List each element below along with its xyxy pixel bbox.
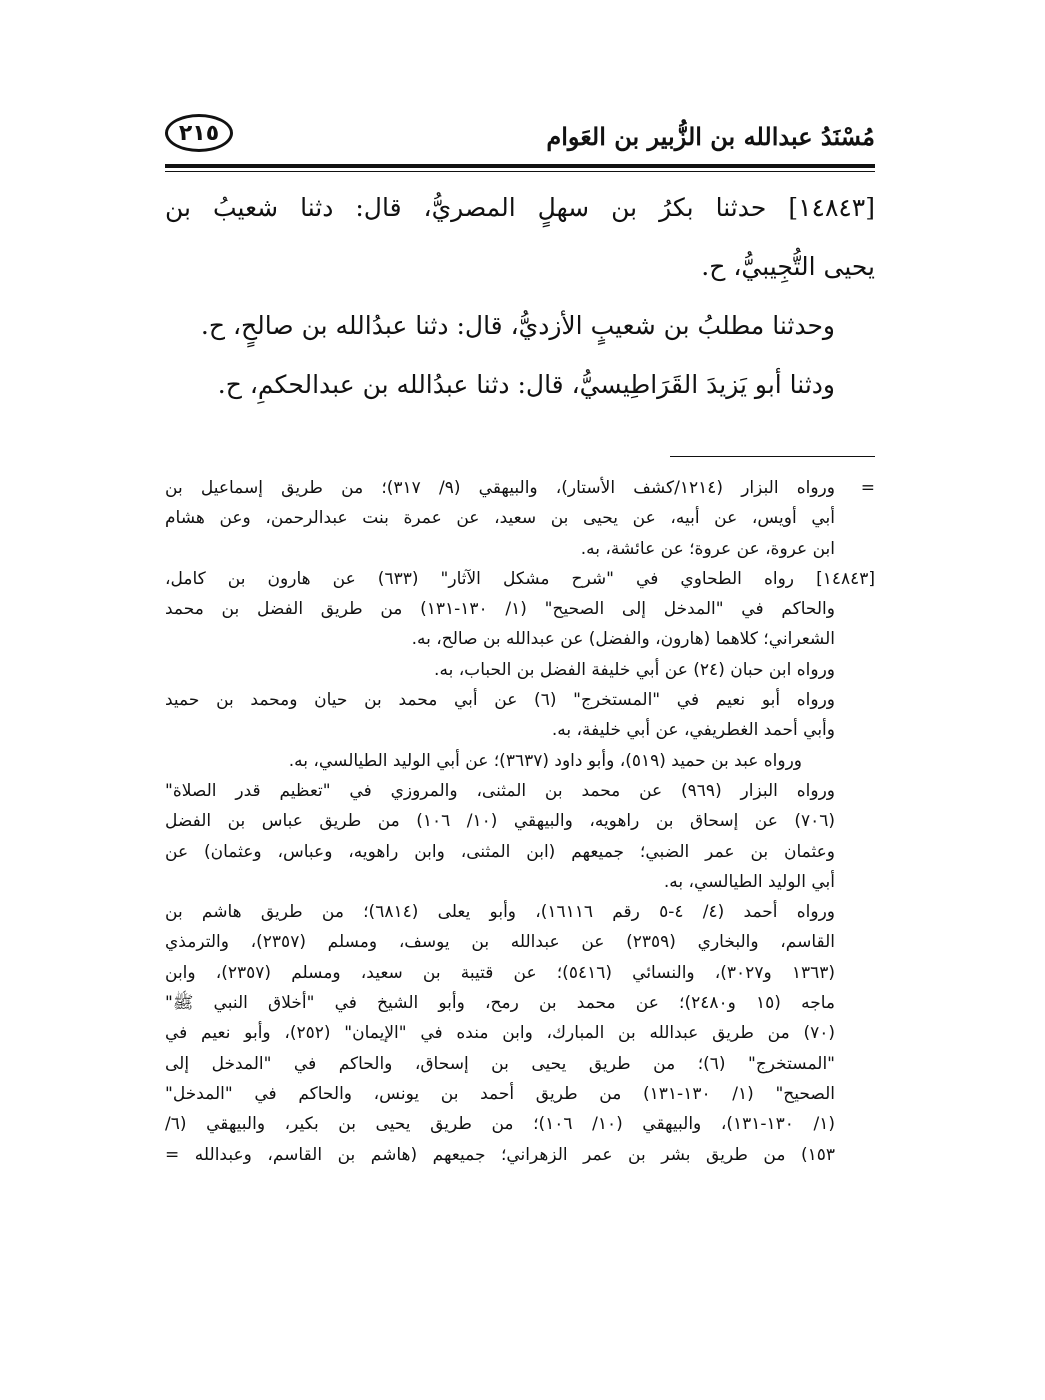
footnote-line: ورواه أحمد (٤/ ٤-٥ رقم ١٦١١٦)، وأبو يعلى (٦٨١٤)؛ من طريق هاشم بن <box>165 902 835 923</box>
footnote-line: القاسم، والبخاري (٢٣٥٩) عن عبدالله بن يوسف، ومسلم (٢٣٥٧)، والترمذي <box>165 932 835 953</box>
main-text-line: ودثنا أبو يَزيدَ القَرَاطِيسيُّ، قال: دثنا عبدُالله بن عبدالحكمِ، ح. <box>217 370 835 399</box>
footnote-line: أبي الوليد الطيالسي، به. <box>663 871 835 892</box>
footnote-line: وأبي أحمد الغطريفي، عن أبي خليفة، به. <box>551 720 835 741</box>
footnote-line: (١/ ١٣٠-١٣١)، والبيهقي (١٠/ ١٠٦)؛ من طريق يحيى بن بكير، والبيهقي (٦/ <box>165 1114 835 1135</box>
footnote-line: ورواه أبو نعيم في "المستخرج" (٦) عن أبي محمد بن حيان ومحمد بن حميد <box>165 690 836 711</box>
footnote-line: الشعراني؛ كلاهما (هارون، والفضل) عن عبدالله بن صالح، به. <box>411 629 835 650</box>
footnote-line: ورواه ابن حبان (٢٤) عن أبي خليفة الفضل بن الحباب، به. <box>434 659 835 680</box>
header-title: مُسْنَدُ عبدالله بن الزُّبير بن العَوام <box>546 122 875 151</box>
footnote-line <box>165 473 875 503</box>
footnote-line: (٧٠) من طريق عبدالله بن المبارك، وابن منده في "الإيمان" (٢٥٢)، وأبو نعيم في <box>165 1023 835 1044</box>
footnote-line: "المستخرج" (٦)؛ من طريق يحيى بن إسحاق، والحاكم في "المدخل إلى <box>165 1053 835 1074</box>
header-rule-thick <box>165 164 875 168</box>
main-text-line: وحدثنا مطلبُ بن شعيبٍ الأزديُّ، قال: دثنا عبدُالله بن صالحٍ، ح. <box>200 311 835 340</box>
footnote-line: ماجه (١٥ و٢٤٨٠)؛ عن محمد بن رمح، وأبو الشيخ في "أخلاق النبي ﷺ" <box>165 993 835 1014</box>
page-number-badge: ٢١٥ <box>165 114 233 152</box>
footnote-line: [١٤٨٤٣] رواه الطحاوي في "شرح مشكل الآثار" (٦٣٣) عن هارون بن كامل، <box>165 568 876 589</box>
footnote-line-text: ورواه البزار (١٢١٤/كشف الأستار)، والبيهقي (٩/ ٣١٧)؛ من طريق إسماعيل بن <box>165 478 835 498</box>
footnote-line: وعثمان بن عمر الضبي؛ جميعهم (ابن المثنى، وابن راهويه، وعباس، وعثمان) عن <box>165 841 835 862</box>
main-text-line: يحيى التُّجِيبيُّ، ح. <box>701 252 875 281</box>
footnote-line: ١٥٣) من طريق بشر بن عمر الزهراني؛ جميعهم (هاشم بن القاسم، وعبدالله = <box>165 1144 835 1165</box>
footnote-line: أبي أويس، عن أبيه، عن يحيى بن سعيد، عن عمرة بنت عبدالرحمن، وعن هشام <box>165 508 835 529</box>
header-rule-thin <box>165 171 875 172</box>
footnote-line: (٧٠٦) عن إسحاق بن راهويه، والبيهقي (١٠/ ١٠٦) من طريق عباس بن الفضل <box>165 811 836 832</box>
main-text <box>165 178 875 414</box>
footnote-line: (١٣٦٣ و٣٠٢٧)، والنسائي (٥٤١٦)؛ عن قتيبة بن سعيد، ومسلم (٢٣٥٧)، وابن <box>165 962 835 983</box>
running-header <box>165 112 875 164</box>
footnote-line: والحاكم في "المدخل إلى الصحيح" (١/ ١٣٠-١٣١) من طريق الفضل بن محمد <box>165 599 835 620</box>
footnote-separator <box>670 456 875 457</box>
footnote-line: ابن عروة، عن عروة؛ عن عائشة، به. <box>580 538 835 559</box>
footnote-line: ورواه عبد بن حميد (٥١٩)، وأبو داود (٣٦٣٧)؛ عن أبي الوليد الطيالسي، به. <box>288 750 802 771</box>
footnote-line: ورواه البزار (٩٦٩) عن محمد بن المثنى، والمروزي في "تعظيم قدر الصلاة" <box>165 780 835 801</box>
main-text-line: [١٤٨٤٣] حدثنا بكرُ بن سهلٍ المصريُّ، قال: دثنا شعيبُ بن <box>165 193 875 222</box>
footnote-line: الصحيح" (١/ ١٣٠-١٣١) من طريق أحمد بن يونس، والحاكم في "المدخل" <box>165 1083 836 1104</box>
footnotes <box>165 473 875 1170</box>
continuation-mark: = <box>860 478 875 498</box>
